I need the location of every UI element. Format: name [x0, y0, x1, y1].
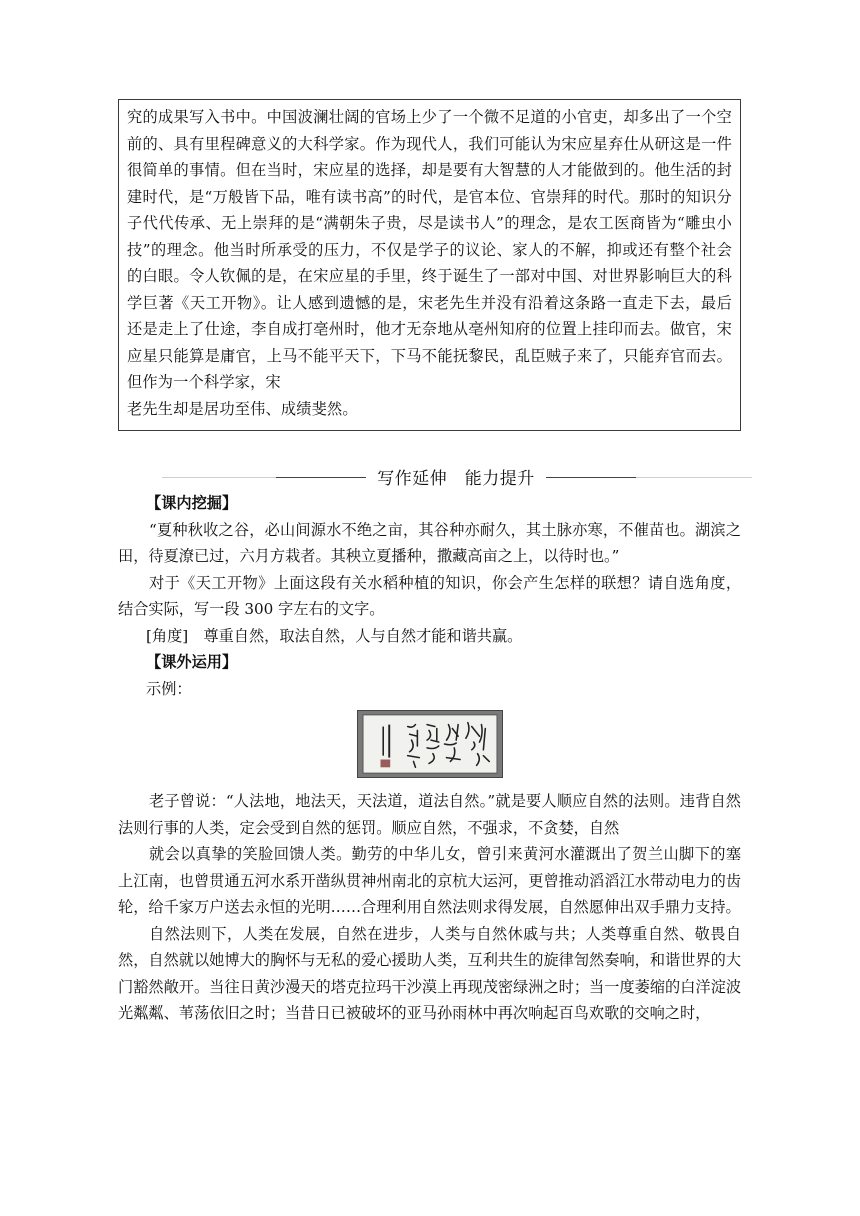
boxed-passage	[118, 99, 741, 431]
angle-line	[146, 623, 741, 650]
kewai-para2: 就会以真挚的笑脸回馈人类。勤劳的中华儿女，曾引来黄河水灌溉出了贺兰山脚下的塞上江南，也曾贯通五河水系开凿纵贯神州南北的京杭大运河，更曾推动滔滔江水带动电力的齿轮，给千家万户送去永恒的光明……合理利用自然法则求得发展，自然愿伸出双手鼎力支持。	[118, 845, 741, 916]
boxed-passage-last-line: 老先生却是居功至伟、成绩斐然。	[127, 399, 358, 418]
calligraphy-image	[357, 710, 503, 778]
kewai-para3: 自然法则下，人类在发展，自然在进步，人类与自然休戚与共；人类尊重自然、敬畏自然，自然就以她博大的胸怀与无私的爱心援助人类，互利共生的旋律訇然奏响，和谐世界的大门豁然敞开。当往日黄沙漫天的塔克拉玛干沙漠上再现茂密绿洲之时；当一度萎缩的白洋淀波光粼粼、苇荡依旧之时；当昔日已被破坏的亚马孙雨林中再次响起百鸟欢歌的交响之时，	[118, 924, 741, 1022]
kewai-para1: 老子曾说：“人法地，地法天，天法道，道法自然。”就是要人顺应自然的法则。违背自然法则行事的人类，定会受到自然的惩罚。顺应自然，不强求，不贪婪，自然	[118, 792, 741, 837]
kenei-label: 【课内挖掘】	[146, 494, 238, 512]
main-content	[118, 490, 741, 1027]
kenei-quote: “夏种秋收之谷，必山间源水不绝之亩，其谷种亦耐久，其土脉亦寒，不催苗也。湖滨之田，待夏潦已过，六月方栽者。其秧立夏播种，撒藏高亩之上，以待时也。”	[118, 520, 741, 565]
angle-text: 尊重自然，取法自然，人与自然才能和谐共赢。	[203, 626, 523, 645]
angle-label: [角度]	[146, 626, 189, 645]
calligraphy-artwork	[358, 711, 502, 777]
boxed-passage-body: 究的成果写入书中。中国波澜壮阔的官场上少了一个微不足道的小官吏，却多出了一个空前的、具有里程碑意义的大科学家。作为现代人，我们可能认为宋应星弃仕从研这是一件很简单的事情。但在当时，宋应星的选择，却是要有大智慧的人才能做到的。他生活的封建时代，是“万般皆下品，唯有读书高”的时代，是官本位、官崇拜的时代。那时的知识分子代代传承、无上崇拜的是“满朝朱子贵，尽是读书人”的理念，是农工医商皆为“雕虫小技”的理念。他当时所承受的压力，不仅是学子的议论、家人的不解，抑或还有整个社会的白眼。令人钦佩的是，在宋应星的手里，终于诞生了一部对中国、对世界影响巨大的科学巨著《天工开物》。让人感到遗憾的是，宋老先生并没有沿着这条路一直走下去，最后还是走上了仕途，李自成打亳州时，他才无奈地从亳州知府的位置上挂印而去。做官，宋应星只能算是庸官，上马不能平天下，下马不能抚黎民，乱臣贼子来了，只能弃官而去。但作为一个科学家，宋	[127, 108, 732, 391]
kenei-question: 对于《天工开物》上面这段有关水稻种植的知识，你会产生怎样的联想？请自选角度，结合实际，写一段 300 字左右的文字。	[118, 573, 741, 618]
kewai-label: 【课外运用】	[146, 653, 238, 671]
example-label: 示例：	[146, 679, 192, 698]
boxed-passage-text	[127, 104, 732, 422]
section-title: 写作延伸 能力提升	[377, 469, 535, 489]
section-header	[162, 462, 752, 492]
calligraphy-image-wrap	[118, 710, 741, 778]
section-rule-right	[546, 477, 752, 478]
section-rule-left	[162, 477, 366, 478]
